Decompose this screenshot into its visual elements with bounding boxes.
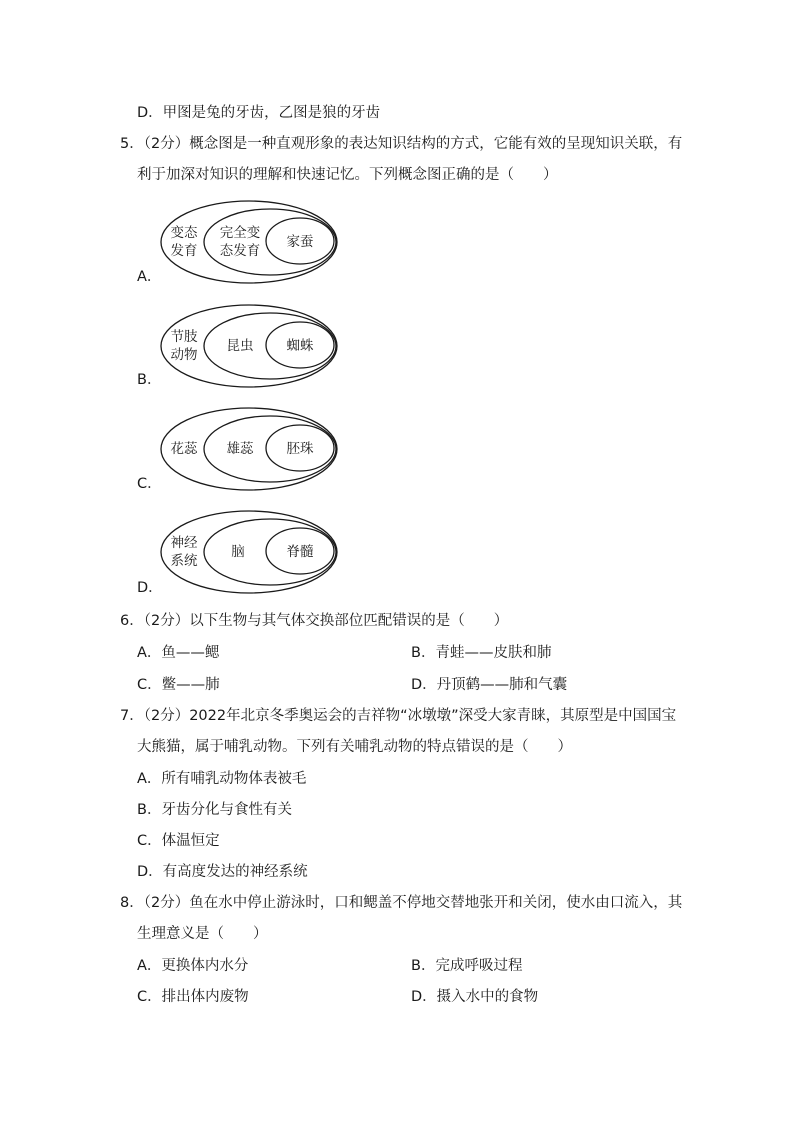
inner-label: 胚珠 bbox=[286, 441, 314, 457]
middle-label-line2: 态发育 bbox=[219, 243, 261, 259]
q5-option-a-diagram bbox=[158, 198, 340, 286]
q8-option-a: A．更换体内水分 bbox=[137, 958, 249, 974]
q5-option-a-letter: A． bbox=[137, 269, 162, 285]
q5-option-d-letter: D． bbox=[137, 580, 163, 596]
inner-label: 蜘蛛 bbox=[286, 338, 314, 354]
inner-label: 脊髓 bbox=[286, 544, 314, 560]
q6-stem: 6．（2分）以下生物与其气体交换部位匹配错误的是（ ） bbox=[120, 613, 509, 629]
q7-stem-line1: 7．（2分）2022年北京冬季奥运会的吉祥物“冰墩墩”深受大家青睐，其原型是中国国宝 bbox=[120, 708, 677, 724]
outer-label: 花蕊 bbox=[170, 441, 198, 457]
q7-stem-line2: 大熊猫，属于哺乳动物。下列有关哺乳动物的特点错误的是（ ） bbox=[137, 739, 572, 755]
q4-option-d: D．甲图是兔的牙齿，乙图是狼的牙齿 bbox=[137, 105, 381, 121]
q8-option-b: B．完成呼吸过程 bbox=[411, 958, 523, 974]
q5-option-c-letter: C． bbox=[137, 476, 162, 492]
q8-option-c: C．排出体内废物 bbox=[137, 989, 249, 1005]
q7-option-d: D．有高度发达的神经系统 bbox=[137, 864, 308, 880]
inner-label: 家蚕 bbox=[286, 234, 314, 250]
q7-option-a: A．所有哺乳动物体表被毛 bbox=[137, 771, 307, 787]
q8-option-d: D．摄入水中的食物 bbox=[411, 989, 539, 1005]
outer-label-line2: 发育 bbox=[170, 243, 198, 259]
q8-stem-line2: 生理意义是（ ） bbox=[137, 926, 268, 942]
outer-label-line2: 动物 bbox=[170, 347, 198, 363]
q5-stem-line1: 5．（2分）概念图是一种直观形象的表达知识结构的方式，它能有效的呈现知识关联，有 bbox=[120, 136, 683, 152]
q5-option-c-diagram bbox=[158, 405, 340, 493]
q5-option-b-letter: B． bbox=[137, 372, 162, 388]
outer-label-line2: 系统 bbox=[170, 553, 198, 569]
q7-option-b: B．牙齿分化与食性有关 bbox=[137, 802, 292, 818]
middle-label: 昆虫 bbox=[226, 338, 254, 354]
q5-stem-line2: 利于加深对知识的理解和快速记忆。下列概念图正确的是（ ） bbox=[137, 167, 558, 183]
outer-label-line1: 神经 bbox=[170, 535, 198, 551]
q8-stem-line1: 8．（2分）鱼在水中停止游泳时，口和鳃盖不停地交替地张开和关闭，使水由口流入，其 bbox=[120, 895, 683, 911]
q6-option-d: D．丹顶鹤——肺和气囊 bbox=[411, 677, 568, 693]
outer-label-line1: 节肢 bbox=[170, 329, 198, 345]
outer-label-line1: 变态 bbox=[170, 225, 198, 241]
q6-option-b: B．青蛙——皮肤和肺 bbox=[411, 645, 552, 661]
q6-option-c: C．鳖——肺 bbox=[137, 677, 220, 693]
q6-option-a: A．鱼——鳃 bbox=[137, 645, 220, 661]
q5-option-b-diagram bbox=[158, 302, 340, 390]
middle-label: 雄蕊 bbox=[226, 441, 254, 457]
middle-label: 脑 bbox=[231, 544, 245, 560]
q5-option-d-diagram bbox=[158, 508, 340, 596]
middle-label-line1: 完全变 bbox=[219, 225, 261, 241]
q7-option-c: C．体温恒定 bbox=[137, 833, 220, 849]
